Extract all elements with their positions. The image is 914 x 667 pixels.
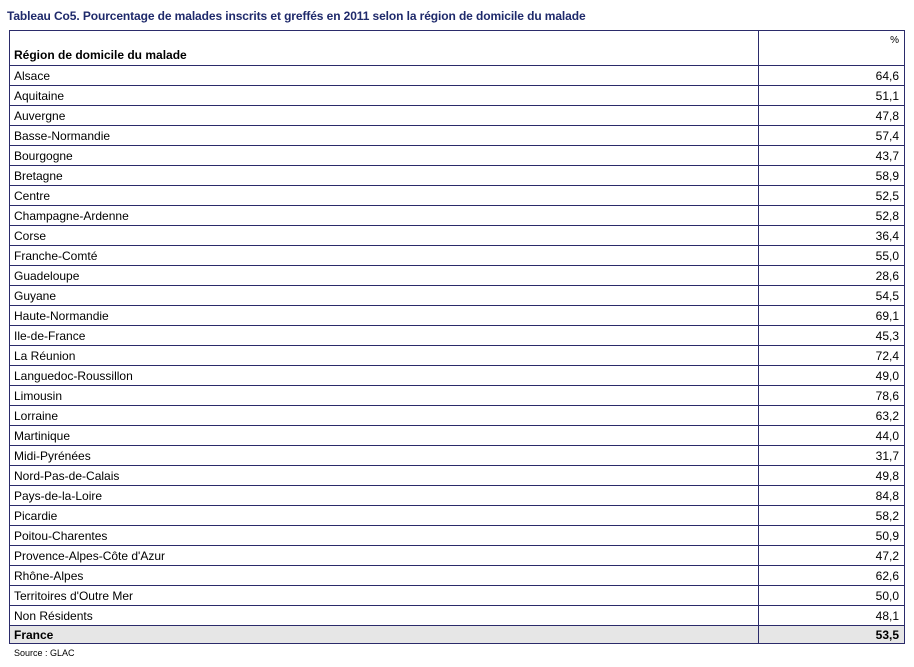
region-cell: Lorraine	[10, 406, 759, 425]
table-row	[10, 366, 904, 386]
region-cell: Guadeloupe	[10, 266, 759, 285]
region-cell: Franche-Comté	[10, 246, 759, 265]
value-cell: 55,0	[875, 248, 899, 263]
value-cell: 50,9	[875, 528, 899, 543]
value-cell: 78,6	[875, 388, 899, 403]
region-cell: Provence-Alpes-Côte d'Azur	[10, 546, 759, 565]
value-cell: 64,6	[875, 68, 899, 83]
table-row	[10, 606, 904, 626]
value-cell: 44,0	[875, 428, 899, 443]
table-row	[10, 166, 904, 186]
region-cell: Ile-de-France	[10, 326, 759, 345]
table-row	[10, 546, 904, 566]
source-note: Source : GLAC	[14, 648, 75, 658]
table-title: Tableau Co5. Pourcentage de malades inscrits et greffés en 2011 selon la région de domicile du malade	[7, 9, 586, 23]
table-row	[10, 586, 904, 606]
table-row	[10, 486, 904, 506]
table-row	[10, 466, 904, 486]
table-row	[10, 286, 904, 306]
table-header-row	[10, 31, 904, 66]
value-cell: 69,1	[875, 308, 899, 323]
value-cell: 49,0	[875, 368, 899, 383]
region-cell: Bourgogne	[10, 146, 759, 165]
region-cell: Bretagne	[10, 166, 759, 185]
value-cell: 47,2	[875, 548, 899, 563]
value-cell: 72,4	[875, 348, 899, 363]
value-cell: 58,9	[875, 168, 899, 183]
table-row	[10, 346, 904, 366]
value-cell: 31,7	[875, 448, 899, 463]
total-region-cell: France	[10, 626, 759, 643]
header-unit: %	[890, 35, 899, 46]
region-cell: Pays-de-la-Loire	[10, 486, 759, 505]
value-cell: 36,4	[875, 228, 899, 243]
table-row	[10, 86, 904, 106]
region-cell: La Réunion	[10, 346, 759, 365]
value-cell: 62,6	[875, 568, 899, 583]
table-row	[10, 126, 904, 146]
table-row	[10, 386, 904, 406]
table-row	[10, 66, 904, 86]
region-cell: Guyane	[10, 286, 759, 305]
value-cell: 43,7	[875, 148, 899, 163]
table-row	[10, 446, 904, 466]
table-row	[10, 566, 904, 586]
table-row	[10, 326, 904, 346]
region-cell: Picardie	[10, 506, 759, 525]
region-cell: Limousin	[10, 386, 759, 405]
table-row	[10, 266, 904, 286]
table-row	[10, 206, 904, 226]
region-cell: Aquitaine	[10, 86, 759, 105]
value-cell: 49,8	[875, 468, 899, 483]
region-cell: Territoires d'Outre Mer	[10, 586, 759, 605]
value-cell: 51,1	[875, 88, 899, 103]
value-cell: 48,1	[875, 608, 899, 623]
region-cell: Languedoc-Roussillon	[10, 366, 759, 385]
region-cell: Martinique	[10, 426, 759, 445]
table-row	[10, 106, 904, 126]
value-cell: 54,5	[875, 288, 899, 303]
table-total-row	[10, 626, 904, 643]
header-region: Région de domicile du malade	[10, 31, 759, 65]
value-cell: 57,4	[875, 128, 899, 143]
region-cell: Rhône-Alpes	[10, 566, 759, 585]
value-cell: 58,2	[875, 508, 899, 523]
region-cell: Haute-Normandie	[10, 306, 759, 325]
region-cell: Champagne-Ardenne	[10, 206, 759, 225]
total-value-cell: 53,5	[875, 627, 899, 642]
region-cell: Poitou-Charentes	[10, 526, 759, 545]
table-row	[10, 146, 904, 166]
table-row	[10, 506, 904, 526]
table-row	[10, 406, 904, 426]
region-cell: Midi-Pyrénées	[10, 446, 759, 465]
region-cell: Nord-Pas-de-Calais	[10, 466, 759, 485]
table-row	[10, 306, 904, 326]
region-cell: Basse-Normandie	[10, 126, 759, 145]
region-cell: Corse	[10, 226, 759, 245]
table-row	[10, 186, 904, 206]
region-cell: Centre	[10, 186, 759, 205]
value-cell: 52,8	[875, 208, 899, 223]
value-cell: 63,2	[875, 408, 899, 423]
table-row	[10, 226, 904, 246]
data-table	[9, 30, 905, 644]
region-cell: Alsace	[10, 66, 759, 85]
table-row	[10, 246, 904, 266]
table-row	[10, 526, 904, 546]
value-cell: 45,3	[875, 328, 899, 343]
value-cell: 47,8	[875, 108, 899, 123]
value-cell: 52,5	[875, 188, 899, 203]
region-cell: Non Résidents	[10, 606, 759, 625]
value-cell: 28,6	[875, 268, 899, 283]
value-cell: 50,0	[875, 588, 899, 603]
value-cell: 84,8	[875, 488, 899, 503]
table-row	[10, 426, 904, 446]
region-cell: Auvergne	[10, 106, 759, 125]
